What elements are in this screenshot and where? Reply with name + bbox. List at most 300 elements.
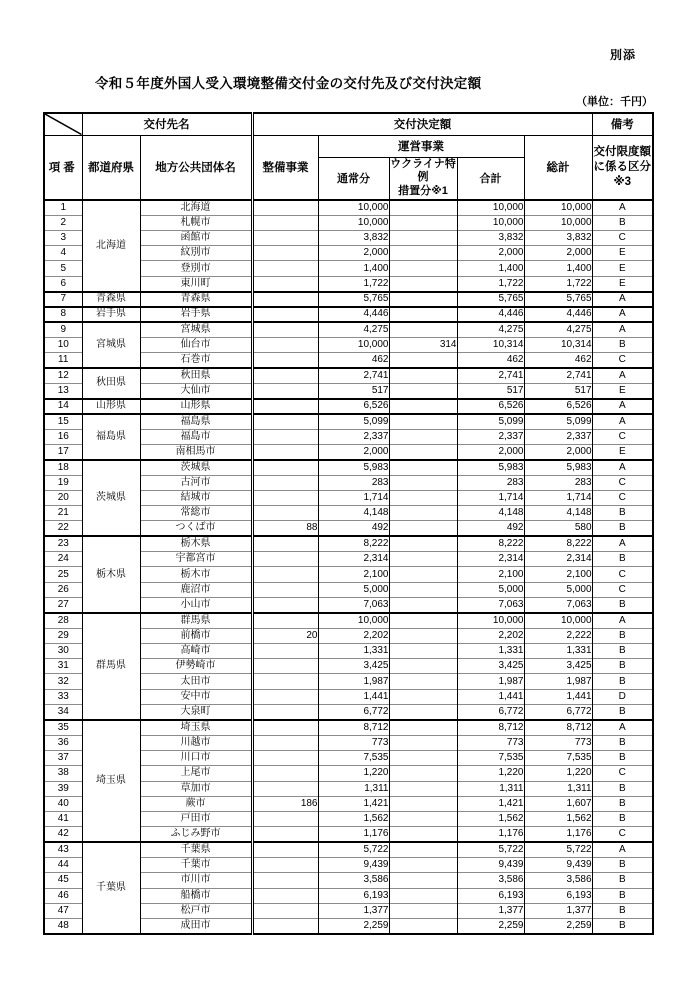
total-cell: 773	[524, 735, 592, 750]
subtotal-cell: 3,586	[457, 873, 524, 888]
municipality-cell: 山形県	[140, 399, 252, 414]
item-no-cell: 28	[44, 613, 82, 628]
municipality-cell: 成田市	[140, 919, 252, 934]
header-prefecture: 都道府県	[82, 135, 140, 200]
subtotal-cell: 4,446	[457, 307, 524, 322]
subtotal-cell: 5,000	[457, 582, 524, 597]
ukraine-cell	[389, 521, 457, 536]
municipality-cell: 上尾市	[140, 766, 252, 781]
subtotal-cell: 1,400	[457, 261, 524, 276]
prefecture-cell: 埼玉県	[82, 720, 140, 842]
municipality-cell: 船橋市	[140, 888, 252, 903]
header-recipient-name: 交付先名	[82, 113, 252, 135]
municipality-cell: 埼玉県	[140, 720, 252, 735]
category-cell: B	[592, 628, 653, 643]
regular-cell: 1,987	[318, 674, 389, 689]
development-cell	[252, 246, 318, 261]
regular-cell: 7,535	[318, 750, 389, 765]
municipality-cell: 松戸市	[140, 903, 252, 918]
ukraine-cell	[389, 674, 457, 689]
total-cell: 7,535	[524, 750, 592, 765]
development-cell	[252, 552, 318, 567]
regular-cell: 462	[318, 353, 389, 368]
ukraine-cell	[389, 597, 457, 612]
regular-cell: 4,148	[318, 506, 389, 521]
regular-cell: 9,439	[318, 858, 389, 873]
item-no-cell: 19	[44, 475, 82, 490]
regular-cell: 4,275	[318, 322, 389, 337]
development-cell	[252, 903, 318, 918]
ukraine-cell	[389, 613, 457, 628]
regular-cell: 773	[318, 735, 389, 750]
subtotal-cell: 3,832	[457, 230, 524, 245]
development-cell: 20	[252, 628, 318, 643]
total-cell: 517	[524, 383, 592, 398]
subtotal-cell: 2,314	[457, 552, 524, 567]
subtotal-cell: 1,562	[457, 812, 524, 827]
category-cell: E	[592, 276, 653, 291]
ukraine-cell	[389, 750, 457, 765]
municipality-cell: 札幌市	[140, 215, 252, 230]
table-row	[44, 307, 653, 322]
regular-cell: 1,421	[318, 796, 389, 811]
development-cell: 186	[252, 796, 318, 811]
category-cell: E	[592, 261, 653, 276]
ukraine-cell	[389, 766, 457, 781]
regular-cell: 6,526	[318, 399, 389, 414]
regular-cell: 517	[318, 383, 389, 398]
category-cell: A	[592, 368, 653, 383]
municipality-cell: 北海道	[140, 200, 252, 215]
ukraine-cell	[389, 643, 457, 658]
total-cell: 3,832	[524, 230, 592, 245]
development-cell	[252, 414, 318, 429]
category-cell: C	[592, 766, 653, 781]
item-no-cell: 23	[44, 536, 82, 551]
subtotal-cell: 2,259	[457, 919, 524, 934]
ukraine-cell	[389, 582, 457, 597]
ukraine-cell	[389, 888, 457, 903]
subtotal-cell: 9,439	[457, 858, 524, 873]
development-cell	[252, 276, 318, 291]
municipality-cell: 石巻市	[140, 353, 252, 368]
subtotal-cell: 5,099	[457, 414, 524, 429]
total-cell: 1,331	[524, 643, 592, 658]
development-cell	[252, 215, 318, 230]
ukraine-cell	[389, 292, 457, 307]
regular-cell: 5,099	[318, 414, 389, 429]
prefecture-cell: 青森県	[82, 292, 140, 307]
item-no-cell: 6	[44, 276, 82, 291]
total-cell: 10,000	[524, 613, 592, 628]
development-cell	[252, 827, 318, 842]
regular-cell: 1,400	[318, 261, 389, 276]
total-cell: 5,722	[524, 842, 592, 857]
subtotal-cell: 2,741	[457, 368, 524, 383]
municipality-cell: 安中市	[140, 689, 252, 704]
development-cell	[252, 337, 318, 352]
municipality-cell: 川口市	[140, 750, 252, 765]
header-item-no: 項番	[44, 135, 82, 200]
ukraine-cell	[389, 506, 457, 521]
item-no-cell: 17	[44, 445, 82, 460]
municipality-cell: 函館市	[140, 230, 252, 245]
ukraine-cell	[389, 628, 457, 643]
municipality-cell: 鹿沼市	[140, 582, 252, 597]
development-cell	[252, 353, 318, 368]
ukraine-cell	[389, 246, 457, 261]
total-cell: 1,220	[524, 766, 592, 781]
subtotal-cell: 8,712	[457, 720, 524, 735]
municipality-cell: 紋別市	[140, 246, 252, 261]
development-cell	[252, 368, 318, 383]
item-no-cell: 24	[44, 552, 82, 567]
regular-cell: 2,314	[318, 552, 389, 567]
category-cell: B	[592, 643, 653, 658]
development-cell	[252, 445, 318, 460]
municipality-cell: 草加市	[140, 781, 252, 796]
category-cell: A	[592, 720, 653, 735]
total-cell: 4,275	[524, 322, 592, 337]
municipality-cell: 栃木県	[140, 536, 252, 551]
item-no-cell: 46	[44, 888, 82, 903]
category-cell: B	[592, 812, 653, 827]
development-cell	[252, 536, 318, 551]
grants-table-body	[44, 200, 653, 934]
municipality-cell: 大泉町	[140, 705, 252, 720]
item-no-cell: 27	[44, 597, 82, 612]
regular-cell: 2,259	[318, 919, 389, 934]
regular-cell: 3,832	[318, 230, 389, 245]
header-ukraine-line2: 措置分※1	[398, 185, 448, 197]
category-cell: C	[592, 582, 653, 597]
development-cell	[252, 674, 318, 689]
ukraine-cell	[389, 200, 457, 215]
header-grand-total: 総計	[524, 135, 592, 200]
item-no-cell: 13	[44, 383, 82, 398]
total-cell: 1,176	[524, 827, 592, 842]
total-cell: 1,441	[524, 689, 592, 704]
prefecture-cell: 宮城県	[82, 322, 140, 368]
item-no-cell: 3	[44, 230, 82, 245]
development-cell	[252, 750, 318, 765]
development-cell	[252, 842, 318, 857]
item-no-cell: 41	[44, 812, 82, 827]
ukraine-cell	[389, 383, 457, 398]
total-cell: 5,000	[524, 582, 592, 597]
subtotal-cell: 7,535	[457, 750, 524, 765]
development-cell	[252, 613, 318, 628]
table-row	[44, 200, 653, 215]
regular-cell: 10,000	[318, 337, 389, 352]
ukraine-cell	[389, 903, 457, 918]
subtotal-cell: 7,063	[457, 597, 524, 612]
total-cell: 580	[524, 521, 592, 536]
subtotal-cell: 10,000	[457, 613, 524, 628]
prefecture-cell: 群馬県	[82, 613, 140, 720]
item-no-cell: 25	[44, 567, 82, 582]
total-cell: 5,983	[524, 460, 592, 475]
total-cell: 1,714	[524, 490, 592, 505]
subtotal-cell: 5,983	[457, 460, 524, 475]
regular-cell: 5,722	[318, 842, 389, 857]
category-cell: C	[592, 475, 653, 490]
ukraine-cell	[389, 445, 457, 460]
item-no-cell: 48	[44, 919, 82, 934]
item-no-cell: 16	[44, 429, 82, 444]
page-title: 令和５年度外国人受入環境整備交付金の交付先及び交付決定額	[95, 76, 482, 91]
regular-cell: 2,000	[318, 445, 389, 460]
item-no-cell: 34	[44, 705, 82, 720]
total-cell: 2,000	[524, 445, 592, 460]
category-cell: B	[592, 215, 653, 230]
development-cell	[252, 812, 318, 827]
total-cell: 8,712	[524, 720, 592, 735]
development-cell	[252, 643, 318, 658]
category-cell: B	[592, 506, 653, 521]
total-cell: 6,193	[524, 888, 592, 903]
regular-cell: 1,311	[318, 781, 389, 796]
subtotal-cell: 2,000	[457, 445, 524, 460]
item-no-cell: 21	[44, 506, 82, 521]
municipality-cell: 千葉市	[140, 858, 252, 873]
grants-table	[43, 112, 654, 935]
development-cell	[252, 858, 318, 873]
category-cell: B	[592, 873, 653, 888]
ukraine-cell	[389, 230, 457, 245]
category-cell: A	[592, 842, 653, 857]
category-cell: B	[592, 552, 653, 567]
regular-cell: 3,425	[318, 659, 389, 674]
total-cell: 3,425	[524, 659, 592, 674]
development-cell	[252, 230, 318, 245]
diagonal-header-cell	[44, 113, 82, 135]
total-cell: 2,222	[524, 628, 592, 643]
item-no-cell: 30	[44, 643, 82, 658]
regular-cell: 3,586	[318, 873, 389, 888]
municipality-cell: 小山市	[140, 597, 252, 612]
subtotal-cell: 6,193	[457, 888, 524, 903]
item-no-cell: 2	[44, 215, 82, 230]
regular-cell: 1,377	[318, 903, 389, 918]
municipality-cell: 戸田市	[140, 812, 252, 827]
development-cell	[252, 597, 318, 612]
header-ukraine-line1: ウクライナ特例	[390, 157, 456, 184]
subtotal-cell: 1,311	[457, 781, 524, 796]
subtotal-cell: 1,441	[457, 689, 524, 704]
ukraine-cell	[389, 368, 457, 383]
item-no-cell: 47	[44, 903, 82, 918]
ukraine-cell: 314	[389, 337, 457, 352]
item-no-cell: 32	[44, 674, 82, 689]
regular-cell: 4,446	[318, 307, 389, 322]
table-row	[44, 613, 653, 628]
ukraine-cell	[389, 659, 457, 674]
item-no-cell: 43	[44, 842, 82, 857]
header-remarks: 備考	[592, 113, 653, 135]
subtotal-cell: 10,314	[457, 337, 524, 352]
category-cell: A	[592, 292, 653, 307]
total-cell: 462	[524, 353, 592, 368]
item-no-cell: 14	[44, 399, 82, 414]
total-cell: 1,562	[524, 812, 592, 827]
category-cell: B	[592, 521, 653, 536]
ukraine-cell	[389, 490, 457, 505]
ukraine-cell	[389, 842, 457, 857]
total-cell: 1,987	[524, 674, 592, 689]
ukraine-cell	[389, 475, 457, 490]
subtotal-cell: 3,425	[457, 659, 524, 674]
subtotal-cell: 2,100	[457, 567, 524, 582]
ukraine-cell	[389, 567, 457, 582]
development-cell	[252, 506, 318, 521]
header-development-project: 整備事業	[252, 135, 318, 200]
municipality-cell: ふじみ野市	[140, 827, 252, 842]
table-row	[44, 414, 653, 429]
category-cell: C	[592, 353, 653, 368]
category-cell: B	[592, 796, 653, 811]
item-no-cell: 38	[44, 766, 82, 781]
municipality-cell: 宮城県	[140, 322, 252, 337]
municipality-cell: 福島県	[140, 414, 252, 429]
category-cell: A	[592, 399, 653, 414]
category-cell: A	[592, 307, 653, 322]
regular-cell: 1,441	[318, 689, 389, 704]
total-cell: 1,722	[524, 276, 592, 291]
ukraine-cell	[389, 353, 457, 368]
municipality-cell: 栃木市	[140, 567, 252, 582]
subtotal-cell: 1,220	[457, 766, 524, 781]
item-no-cell: 4	[44, 246, 82, 261]
category-cell: A	[592, 414, 653, 429]
municipality-cell: 伊勢崎市	[140, 659, 252, 674]
subtotal-cell: 1,987	[457, 674, 524, 689]
development-cell	[252, 399, 318, 414]
prefecture-cell: 栃木県	[82, 536, 140, 612]
category-cell: A	[592, 613, 653, 628]
development-cell	[252, 475, 318, 490]
ukraine-cell	[389, 307, 457, 322]
development-cell	[252, 307, 318, 322]
development-cell	[252, 383, 318, 398]
development-cell	[252, 720, 318, 735]
regular-cell: 1,220	[318, 766, 389, 781]
total-cell: 3,586	[524, 873, 592, 888]
regular-cell: 492	[318, 521, 389, 536]
regular-cell: 1,176	[318, 827, 389, 842]
item-no-cell: 12	[44, 368, 82, 383]
municipality-cell: 高崎市	[140, 643, 252, 658]
total-cell: 2,337	[524, 429, 592, 444]
ukraine-cell	[389, 276, 457, 291]
ukraine-cell	[389, 414, 457, 429]
category-cell: C	[592, 567, 653, 582]
attachment-label: 別添	[610, 48, 637, 62]
ukraine-cell	[389, 858, 457, 873]
category-cell: B	[592, 750, 653, 765]
total-cell: 9,439	[524, 858, 592, 873]
regular-cell: 1,714	[318, 490, 389, 505]
development-cell	[252, 429, 318, 444]
ukraine-cell	[389, 261, 457, 276]
regular-cell: 5,000	[318, 582, 389, 597]
regular-cell: 1,722	[318, 276, 389, 291]
development-cell	[252, 689, 318, 704]
category-cell: D	[592, 689, 653, 704]
item-no-cell: 42	[44, 827, 82, 842]
development-cell	[252, 705, 318, 720]
category-cell: A	[592, 200, 653, 215]
item-no-cell: 15	[44, 414, 82, 429]
municipality-cell: 常総市	[140, 506, 252, 521]
subtotal-cell: 283	[457, 475, 524, 490]
prefecture-cell: 茨城県	[82, 460, 140, 536]
development-cell	[252, 659, 318, 674]
item-no-cell: 1	[44, 200, 82, 215]
regular-cell: 8,222	[318, 536, 389, 551]
total-cell: 8,222	[524, 536, 592, 551]
development-cell	[252, 582, 318, 597]
header-ukraine-special	[389, 157, 457, 200]
category-cell: C	[592, 230, 653, 245]
ukraine-cell	[389, 827, 457, 842]
subtotal-cell: 1,331	[457, 643, 524, 658]
item-no-cell: 26	[44, 582, 82, 597]
municipality-cell: つくば市	[140, 521, 252, 536]
regular-cell: 283	[318, 475, 389, 490]
total-cell: 6,526	[524, 399, 592, 414]
item-no-cell: 37	[44, 750, 82, 765]
development-cell	[252, 888, 318, 903]
municipality-cell: 蕨市	[140, 796, 252, 811]
development-cell	[252, 292, 318, 307]
total-cell: 2,314	[524, 552, 592, 567]
subtotal-cell: 8,222	[457, 536, 524, 551]
ukraine-cell	[389, 429, 457, 444]
total-cell: 283	[524, 475, 592, 490]
prefecture-cell: 千葉県	[82, 842, 140, 934]
table-row	[44, 720, 653, 735]
item-no-cell: 10	[44, 337, 82, 352]
municipality-cell: 仙台市	[140, 337, 252, 352]
municipality-cell: 千葉県	[140, 842, 252, 857]
ukraine-cell	[389, 873, 457, 888]
regular-cell: 5,983	[318, 460, 389, 475]
prefecture-cell: 秋田県	[82, 368, 140, 399]
development-cell	[252, 735, 318, 750]
header-grant-amount: 交付決定額	[252, 113, 592, 135]
municipality-cell: 南相馬市	[140, 445, 252, 460]
category-cell: B	[592, 659, 653, 674]
category-cell: A	[592, 460, 653, 475]
item-no-cell: 5	[44, 261, 82, 276]
subtotal-cell: 10,000	[457, 200, 524, 215]
municipality-cell: 福島市	[140, 429, 252, 444]
category-cell: B	[592, 858, 653, 873]
item-no-cell: 20	[44, 490, 82, 505]
total-cell: 5,765	[524, 292, 592, 307]
subtotal-cell: 1,722	[457, 276, 524, 291]
total-cell: 2,100	[524, 567, 592, 582]
subtotal-cell: 5,722	[457, 842, 524, 857]
total-cell: 10,000	[524, 215, 592, 230]
subtotal-cell: 2,000	[457, 246, 524, 261]
development-cell	[252, 567, 318, 582]
category-cell: E	[592, 246, 653, 261]
total-cell: 1,377	[524, 903, 592, 918]
category-cell: B	[592, 781, 653, 796]
subtotal-cell: 6,772	[457, 705, 524, 720]
